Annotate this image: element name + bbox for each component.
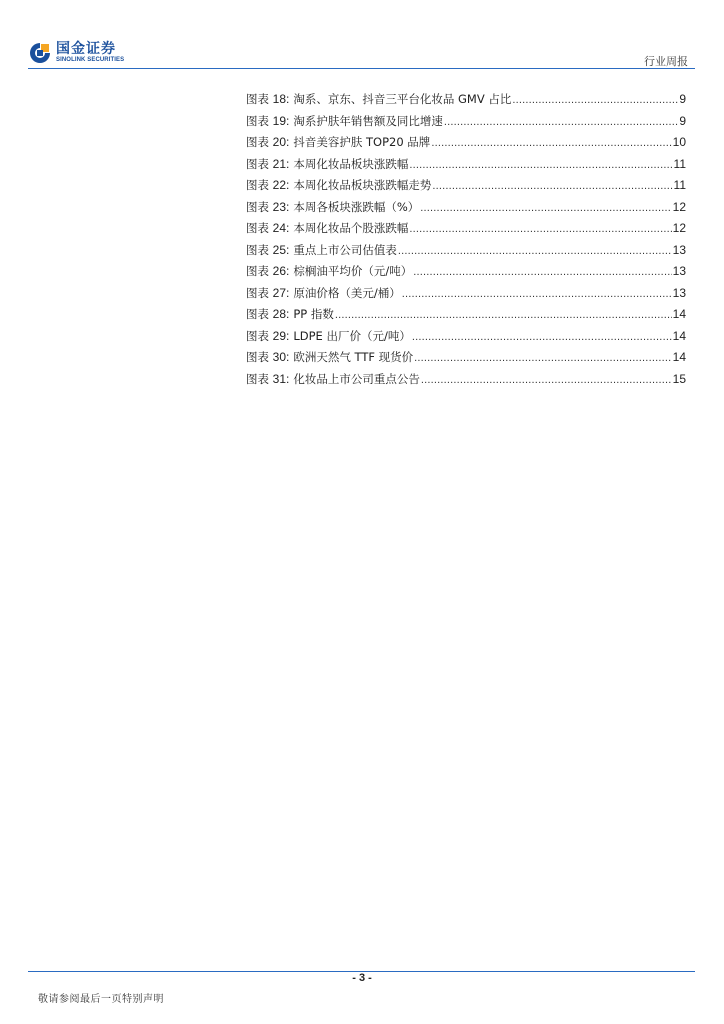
- toc-dot-leader: [398, 241, 672, 263]
- toc-entry-title: 本周化妆品个股涨跌幅: [293, 221, 409, 235]
- toc-dot-leader: [420, 198, 671, 220]
- toc-entry-page: 13: [672, 264, 686, 278]
- report-type-label: 行业周报: [644, 55, 688, 68]
- toc-dot-leader: [414, 348, 672, 370]
- toc-entry-number: 27:: [272, 285, 290, 300]
- toc-entry-number: 21:: [272, 156, 290, 171]
- toc-entry-label: [246, 304, 289, 326]
- toc-entry-number: 22:: [272, 178, 290, 192]
- toc-entry-number: 25:: [272, 242, 290, 257]
- logo-chinese-name: 国金证券: [56, 41, 116, 57]
- toc-entry-label: [246, 347, 289, 369]
- toc-entry-page: 12: [672, 199, 686, 214]
- toc-entry-number: 20:: [272, 135, 290, 149]
- toc-entry[interactable]: [246, 240, 686, 262]
- toc-entry[interactable]: [246, 304, 686, 326]
- toc-dot-leader: [402, 284, 672, 306]
- toc-entry[interactable]: [246, 261, 686, 283]
- toc-entry[interactable]: [246, 111, 686, 133]
- toc-entry-label: [246, 89, 289, 111]
- toc-entry[interactable]: [246, 132, 686, 154]
- toc-entry-page: 14: [672, 328, 686, 343]
- toc-entry-number: 19:: [272, 113, 290, 128]
- toc-entry-title: LDPE 出厂价（元/吨）: [293, 328, 411, 343]
- toc-entry-title: 淘系护肤年销售额及同比增速: [293, 113, 443, 128]
- toc-entry[interactable]: [246, 175, 686, 197]
- toc-entry-prefix: 图表: [246, 285, 269, 300]
- toc-dot-leader: [413, 262, 671, 284]
- toc-entry-title: 淘系、京东、抖音三平台化妆品 GMV 占比: [293, 92, 512, 106]
- toc-dot-leader: [512, 90, 678, 112]
- company-logo: [28, 41, 124, 65]
- page-number: - 3 -: [352, 972, 372, 984]
- toc-entry-number: 31:: [272, 371, 290, 386]
- toc-entry-prefix: 图表: [246, 199, 269, 214]
- header-divider: [28, 68, 695, 69]
- toc-entry-label: [246, 261, 289, 283]
- toc-entry-prefix: 图表: [246, 92, 269, 106]
- toc-entry-prefix: 图表: [246, 371, 269, 386]
- toc-entry-page: 10: [672, 135, 686, 149]
- toc-entry[interactable]: [246, 347, 686, 369]
- toc-entry-title: 本周化妆品板块涨跌幅走势: [293, 178, 432, 192]
- toc-entry[interactable]: [246, 218, 686, 240]
- toc-entry-label: [246, 111, 289, 133]
- toc-dot-leader: [335, 305, 672, 327]
- toc-entry-number: 30:: [272, 350, 290, 364]
- toc-entry-number: 23:: [272, 199, 290, 214]
- toc-entry-page: 12: [672, 221, 686, 235]
- table-of-figures: [246, 89, 686, 390]
- toc-entry-prefix: 图表: [246, 350, 269, 364]
- toc-entry-prefix: 图表: [246, 307, 269, 321]
- footer-disclaimer: 敬请参阅最后一页特别声明: [38, 994, 164, 1005]
- toc-entry-page: 9: [679, 113, 686, 128]
- toc-entry-label: [246, 240, 289, 262]
- toc-entry-prefix: 图表: [246, 113, 269, 128]
- toc-dot-leader: [409, 219, 671, 241]
- toc-entry-label: [246, 283, 289, 305]
- toc-entry-prefix: 图表: [246, 221, 269, 235]
- toc-entry-page: 13: [672, 285, 686, 300]
- toc-entry-page: 9: [679, 92, 686, 106]
- toc-dot-leader: [421, 370, 672, 392]
- toc-entry-label: [246, 218, 289, 240]
- sinolink-logo-icon: [28, 41, 52, 65]
- toc-entry-prefix: 图表: [246, 264, 269, 278]
- toc-entry-prefix: 图表: [246, 156, 269, 171]
- toc-entry-number: 26:: [272, 264, 290, 278]
- toc-dot-leader: [431, 133, 671, 155]
- toc-entry-label: [246, 369, 289, 391]
- toc-entry-title: 本周各板块涨跌幅（%）: [293, 199, 420, 214]
- toc-entry-title: 化妆品上市公司重点公告: [293, 371, 420, 386]
- toc-entry-page: 11: [673, 156, 686, 171]
- toc-dot-leader: [432, 176, 672, 198]
- toc-entry-label: [246, 132, 289, 154]
- toc-entry-number: 18:: [272, 92, 290, 106]
- toc-entry-title: 重点上市公司估值表: [293, 242, 397, 257]
- toc-entry-page: 15: [672, 371, 686, 386]
- toc-entry-title: 本周化妆品板块涨跌幅: [293, 156, 409, 171]
- toc-entry-prefix: 图表: [246, 242, 269, 257]
- toc-entry-page: 14: [672, 350, 686, 364]
- toc-entry-number: 29:: [272, 328, 290, 343]
- toc-entry-label: [246, 197, 289, 219]
- toc-entry[interactable]: [246, 326, 686, 348]
- toc-entry-label: [246, 154, 289, 176]
- toc-entry-prefix: 图表: [246, 328, 269, 343]
- toc-entry-title: 原油价格（美元/桶）: [293, 285, 401, 300]
- toc-entry-title: PP 指数: [293, 307, 334, 321]
- toc-dot-leader: [412, 327, 672, 349]
- toc-entry-title: 棕榈油平均价（元/吨）: [293, 264, 413, 278]
- toc-entry-title: 欧洲天然气 TTF 现货价: [293, 350, 414, 364]
- toc-entry-page: 14: [672, 307, 686, 321]
- toc-entry-number: 28:: [272, 307, 290, 321]
- toc-entry[interactable]: [246, 283, 686, 305]
- toc-entry[interactable]: [246, 154, 686, 176]
- toc-entry-page: 11: [673, 178, 686, 192]
- toc-entry[interactable]: [246, 89, 686, 111]
- toc-entry[interactable]: [246, 369, 686, 391]
- toc-dot-leader: [409, 155, 672, 177]
- logo-english-name: SINOLINK SECURITIES: [56, 57, 125, 63]
- toc-entry-prefix: 图表: [246, 178, 269, 192]
- toc-entry-prefix: 图表: [246, 135, 269, 149]
- toc-entry-title: 抖音美容护肤 TOP20 品牌: [293, 135, 431, 149]
- toc-entry-number: 24:: [272, 221, 290, 235]
- toc-dot-leader: [444, 112, 678, 134]
- toc-entry-label: [246, 175, 289, 197]
- toc-entry[interactable]: [246, 197, 686, 219]
- page-header: [0, 0, 724, 70]
- toc-entry-page: 13: [672, 242, 686, 257]
- toc-entry-label: [246, 326, 289, 348]
